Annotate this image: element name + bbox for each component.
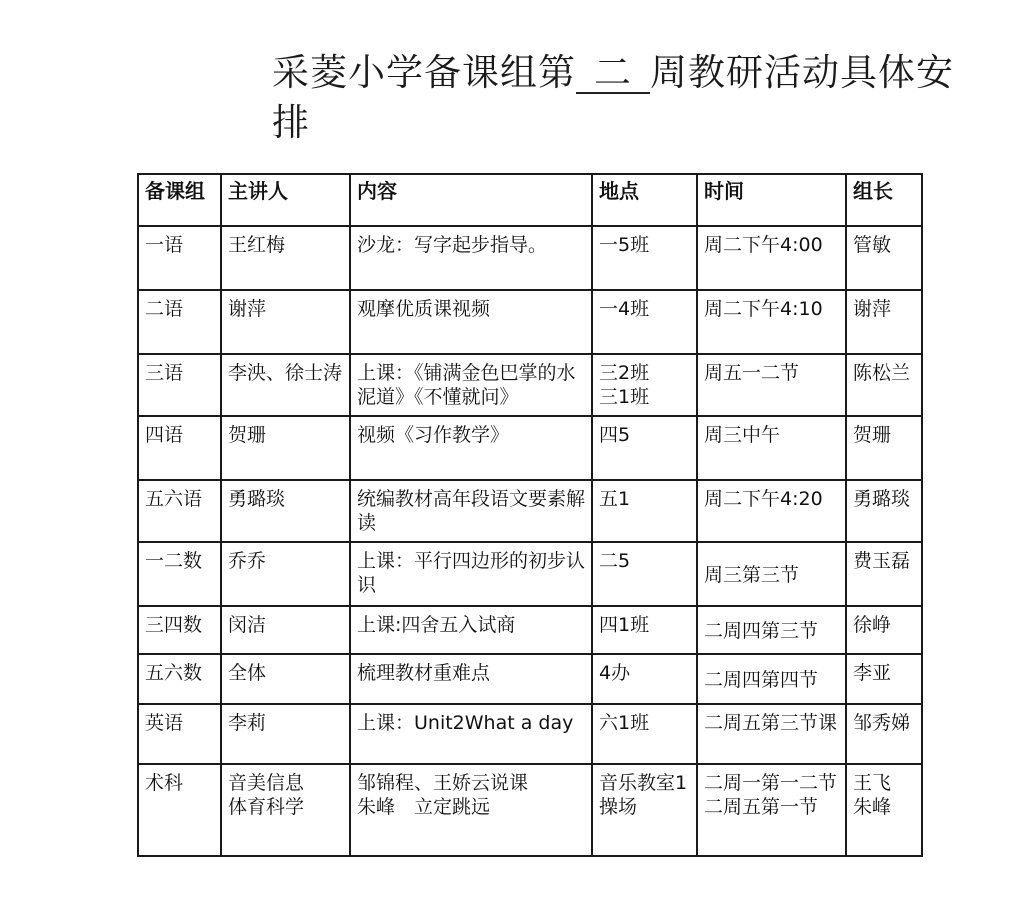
cell-speaker: 全体 [221, 654, 350, 704]
table-row [138, 354, 922, 416]
cell-leader: 费玉磊 [846, 542, 922, 606]
cell-leader: 贺珊 [846, 416, 922, 480]
table-row [138, 654, 922, 704]
cell-group: 三四数 [138, 606, 221, 654]
table-row [138, 606, 922, 654]
table-row [138, 226, 922, 290]
cell-speaker: 谢萍 [221, 290, 350, 354]
cell-leader: 王飞 朱峰 [846, 764, 922, 856]
header-place: 地点 [592, 174, 697, 226]
cell-time: 周三第三节 [697, 542, 846, 606]
table-row [138, 416, 922, 480]
cell-speaker: 勇璐琰 [221, 480, 350, 542]
cell-place: 音乐教室1 操场 [592, 764, 697, 856]
table-row [138, 480, 922, 542]
table-header-row [138, 174, 922, 226]
cell-group: 四语 [138, 416, 221, 480]
cell-content: 上课：《铺满金色巴掌的水泥道》《不懂就问》 [350, 354, 592, 416]
title-suffix: 周教研活动具体安排 [272, 51, 954, 144]
cell-speaker: 李泱、徐士涛 [221, 354, 350, 416]
cell-leader: 勇璐琰 [846, 480, 922, 542]
cell-place: 一4班 [592, 290, 697, 354]
cell-content: 邹锦程、王娇云说课 朱峰 立定跳远 [350, 764, 592, 856]
cell-place: 四5 [592, 416, 697, 480]
cell-place: 一5班 [592, 226, 697, 290]
cell-time: 二周五第三节课 [697, 704, 846, 764]
cell-content: 上课:四舍五入试商 [350, 606, 592, 654]
table-row [138, 764, 922, 856]
cell-leader: 李亚 [846, 654, 922, 704]
cell-speaker: 王红梅 [221, 226, 350, 290]
cell-leader: 管敏 [846, 226, 922, 290]
cell-content: 沙龙：写字起步指导。 [350, 226, 592, 290]
cell-content: 统编教材高年段语文要素解读 [350, 480, 592, 542]
schedule-table [137, 173, 923, 857]
cell-leader: 陈松兰 [846, 354, 922, 416]
cell-group: 二语 [138, 290, 221, 354]
cell-group: 一语 [138, 226, 221, 290]
cell-group: 三语 [138, 354, 221, 416]
cell-time: 周五一二节 [697, 354, 846, 416]
cell-group: 五六数 [138, 654, 221, 704]
cell-content: 上课：平行四边形的初步认识 [350, 542, 592, 606]
header-leader: 组长 [846, 174, 922, 226]
table-row [138, 290, 922, 354]
cell-place: 四1班 [592, 606, 697, 654]
cell-speaker: 贺珊 [221, 416, 350, 480]
cell-place: 五1 [592, 480, 697, 542]
cell-place: 三2班 三1班 [592, 354, 697, 416]
cell-place: 二5 [592, 542, 697, 606]
header-time: 时间 [697, 174, 846, 226]
cell-content: 梳理教材重难点 [350, 654, 592, 704]
cell-time: 周三中午 [697, 416, 846, 480]
cell-leader: 邹秀娣 [846, 704, 922, 764]
page-title [272, 48, 972, 148]
cell-speaker: 音美信息 体育科学 [221, 764, 350, 856]
cell-place: 六1班 [592, 704, 697, 764]
cell-time: 周二下午4:10 [697, 290, 846, 354]
cell-place: 4办 [592, 654, 697, 704]
header-group: 备课组 [138, 174, 221, 226]
cell-speaker: 闵洁 [221, 606, 350, 654]
header-speaker: 主讲人 [221, 174, 350, 226]
cell-group: 术科 [138, 764, 221, 856]
cell-group: 英语 [138, 704, 221, 764]
cell-time: 周二下午4:20 [697, 480, 846, 542]
cell-time: 二周四第三节 [697, 606, 846, 654]
cell-content: 上课：Unit2What a day [350, 704, 592, 764]
cell-content: 视频《习作教学》 [350, 416, 592, 480]
cell-speaker: 乔乔 [221, 542, 350, 606]
cell-leader: 谢萍 [846, 290, 922, 354]
table-row [138, 704, 922, 764]
cell-time: 二周四第四节 [697, 654, 846, 704]
title-prefix: 采菱小学备课组第 [272, 51, 576, 94]
cell-leader: 徐峥 [846, 606, 922, 654]
cell-speaker: 李莉 [221, 704, 350, 764]
header-content: 内容 [350, 174, 592, 226]
week-number: 二 [576, 54, 650, 94]
cell-time: 周二下午4:00 [697, 226, 846, 290]
cell-time: 二周一第一二节 二周五第一节 [697, 764, 846, 856]
cell-group: 一二数 [138, 542, 221, 606]
cell-content: 观摩优质课视频 [350, 290, 592, 354]
cell-group: 五六语 [138, 480, 221, 542]
table-row [138, 542, 922, 606]
